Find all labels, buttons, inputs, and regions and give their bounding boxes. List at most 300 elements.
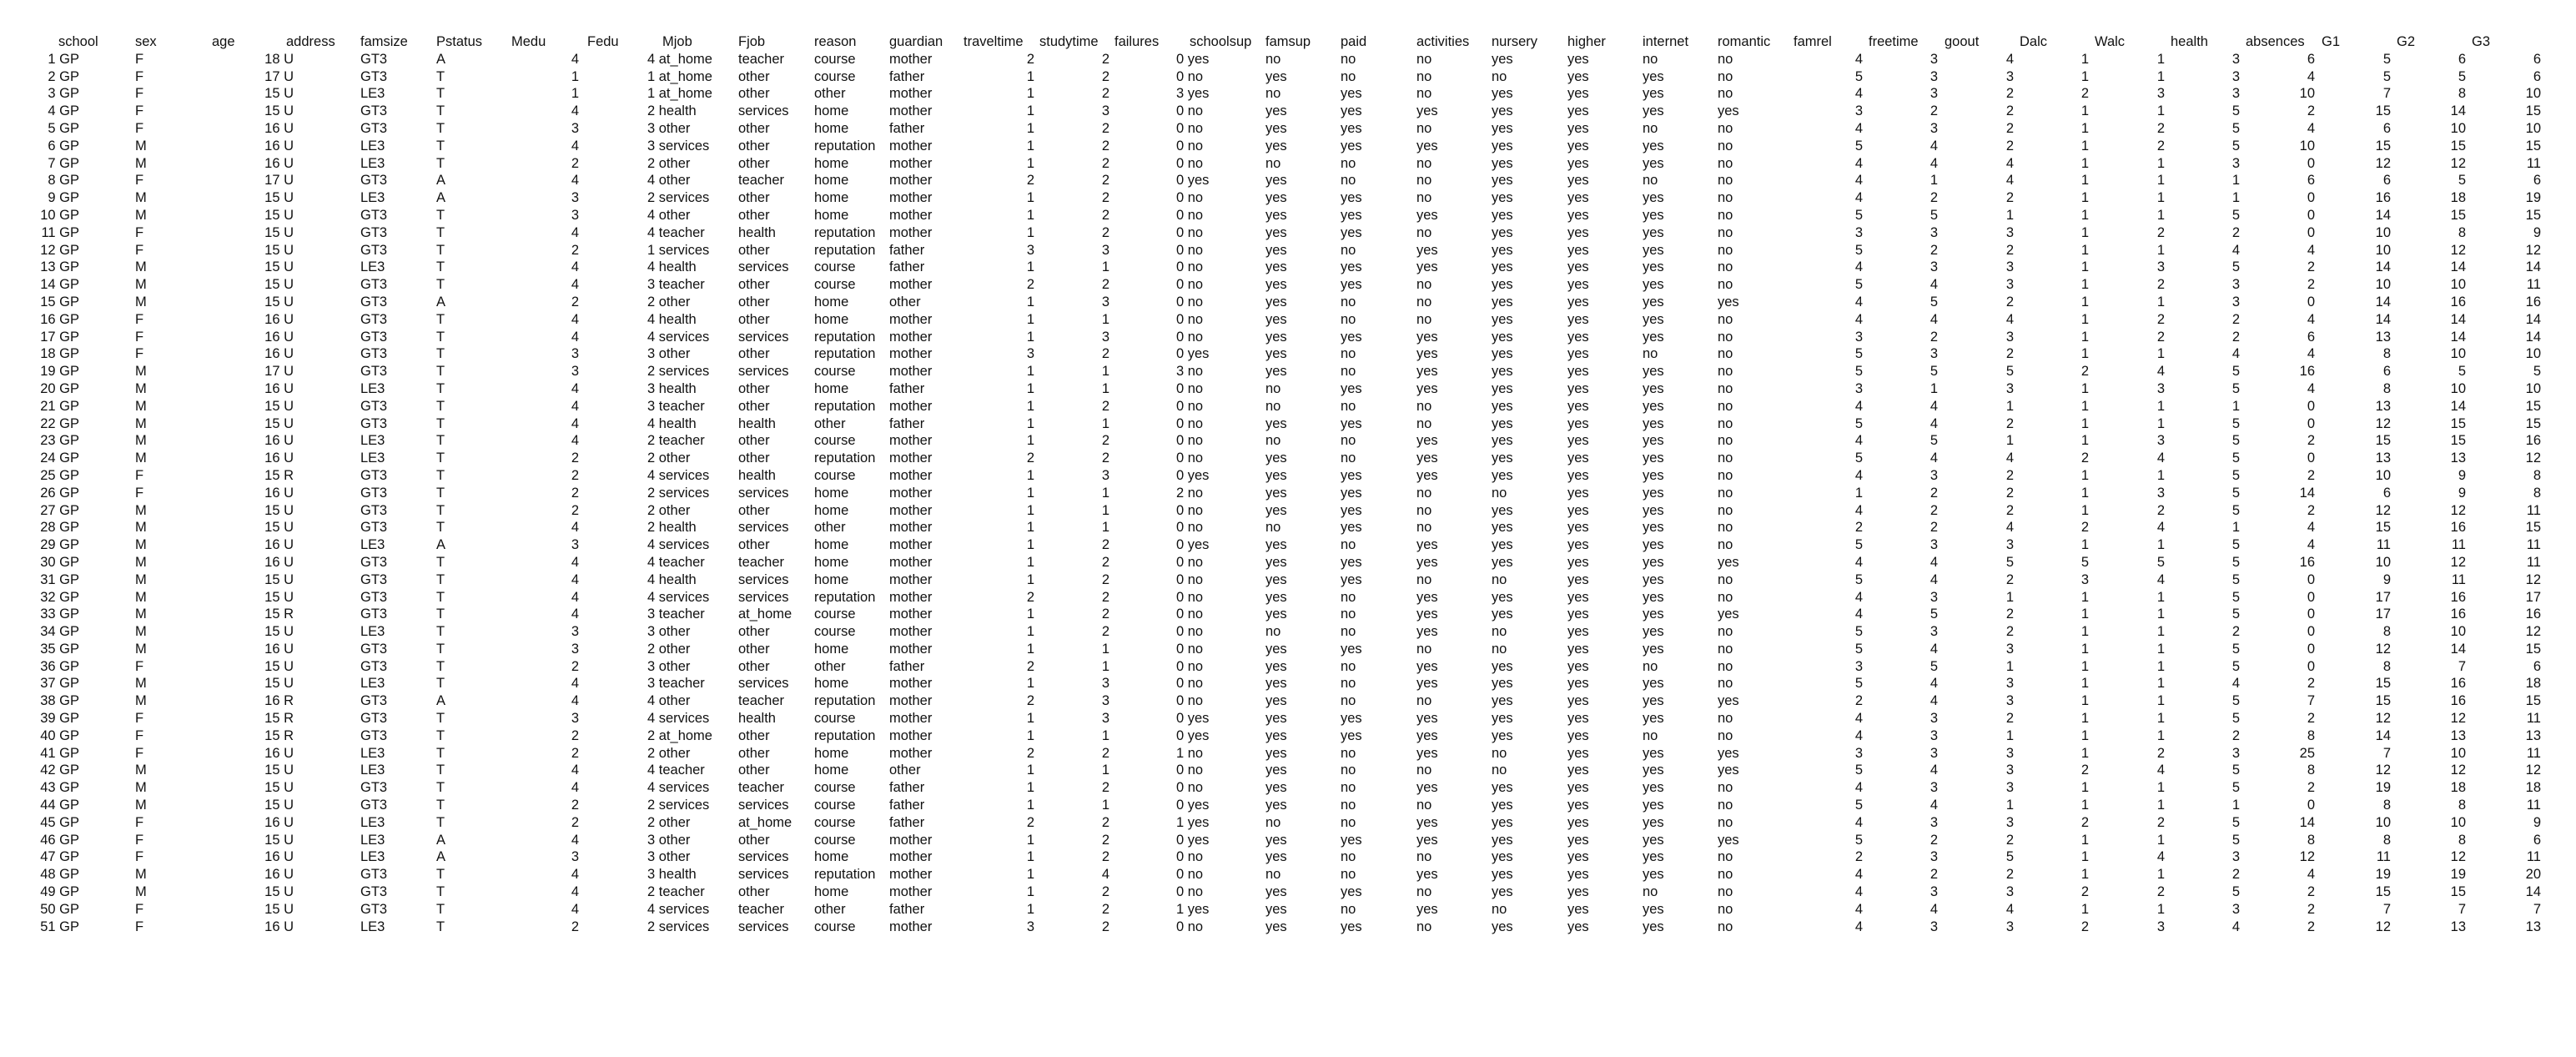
table-cell[interactable]: 3 (571, 364, 579, 380)
table-cell[interactable]: 10 (2450, 814, 2466, 830)
table-cell[interactable]: LE3 (360, 849, 385, 865)
table-cell[interactable]: 2 (2231, 224, 2240, 240)
table-cell[interactable]: 6 GP (48, 138, 79, 154)
table-cell[interactable]: LE3 (360, 763, 385, 778)
table-cell[interactable]: 2 (571, 155, 579, 171)
header-pstatus[interactable]: Pstatus (436, 34, 483, 49)
table-cell[interactable]: 15 U (264, 520, 294, 536)
table-cell[interactable]: T (436, 641, 445, 657)
table-cell[interactable]: 4 (2231, 242, 2240, 258)
table-cell[interactable]: yes (1492, 103, 1513, 119)
table-cell[interactable]: no (1643, 727, 1658, 743)
table-cell[interactable]: 3 (2005, 537, 2014, 553)
table-cell[interactable]: 1 (2156, 537, 2165, 553)
table-cell[interactable]: course (814, 51, 856, 67)
table-cell[interactable]: no (1718, 173, 1733, 189)
table-cell[interactable]: yes (1643, 155, 1664, 171)
table-cell[interactable]: 5 (1854, 364, 1863, 380)
table-cell[interactable]: GT3 (360, 607, 388, 622)
table-cell[interactable]: 15 (2525, 398, 2541, 414)
table-cell[interactable]: 4 (571, 884, 579, 900)
header-fedu[interactable]: Fedu (587, 34, 619, 49)
table-cell[interactable]: 2 at_home (647, 727, 712, 743)
table-cell[interactable]: 1 (2156, 589, 2165, 605)
table-cell[interactable]: no (1416, 224, 1432, 240)
table-cell[interactable]: 15 U (264, 259, 294, 275)
table-cell[interactable]: no (1416, 798, 1432, 813)
table-cell[interactable]: 2 (1026, 658, 1034, 674)
table-cell[interactable]: 1 (2156, 727, 2165, 743)
table-cell[interactable]: 0 no (1176, 415, 1204, 431)
table-cell[interactable]: other (738, 207, 770, 223)
table-cell[interactable]: 2 (571, 485, 579, 501)
table-cell[interactable]: 1 yes (1176, 901, 1210, 917)
table-cell[interactable]: 16 U (264, 346, 294, 362)
table-cell[interactable]: 0 (2307, 589, 2315, 605)
table-cell[interactable]: T (436, 554, 445, 570)
table-cell[interactable]: 0 no (1176, 380, 1204, 396)
table-cell[interactable]: 13 (2375, 329, 2391, 345)
table-cell[interactable]: yes (1265, 346, 1287, 362)
table-cell[interactable]: 3 services (647, 138, 710, 154)
table-cell[interactable]: 3 (2156, 86, 2165, 102)
table-cell[interactable]: 14 (2299, 485, 2315, 501)
table-cell[interactable]: 5 (1854, 207, 1863, 223)
table-cell[interactable]: 2 (2080, 364, 2089, 380)
table-cell[interactable]: 4 (1929, 311, 1938, 327)
table-cell[interactable]: 1 (1026, 138, 1034, 154)
table-cell[interactable]: 16 (2450, 607, 2466, 622)
table-cell[interactable]: 1 (2156, 173, 2165, 189)
table-cell[interactable]: home (814, 120, 849, 136)
table-cell[interactable]: yes (1643, 364, 1664, 380)
table-cell[interactable]: 2 other (647, 450, 691, 466)
table-cell[interactable]: 8 (2382, 380, 2391, 396)
table-cell[interactable]: 3 (2231, 294, 2240, 310)
table-cell[interactable]: 5 (1854, 415, 1863, 431)
table-cell[interactable]: 1 at_home (647, 68, 712, 84)
table-cell[interactable]: 11 (2526, 502, 2541, 518)
table-cell[interactable]: 3 (2156, 380, 2165, 396)
table-cell[interactable]: 3 other (647, 832, 691, 848)
table-cell[interactable]: 15 U (264, 224, 294, 240)
table-cell[interactable]: 12 (2299, 849, 2315, 865)
table-cell[interactable]: LE3 (360, 537, 385, 553)
table-cell[interactable]: 2 health (647, 520, 697, 536)
table-cell[interactable]: A (436, 51, 446, 67)
table-cell[interactable]: 3 (1929, 624, 1938, 640)
table-cell[interactable]: 13 (2375, 450, 2391, 466)
table-cell[interactable]: other (738, 277, 770, 293)
table-cell[interactable]: 3 (2005, 693, 2014, 709)
table-cell[interactable]: M (135, 433, 147, 449)
table-cell[interactable]: F (135, 103, 144, 119)
table-cell[interactable]: GT3 (360, 467, 388, 483)
table-cell[interactable]: yes (1643, 798, 1664, 813)
table-cell[interactable]: 2 (2307, 433, 2315, 449)
table-cell[interactable]: no (1718, 467, 1733, 483)
table-cell[interactable]: 0 (2307, 571, 2315, 587)
table-cell[interactable]: T (436, 120, 445, 136)
table-cell[interactable]: 15 (2525, 693, 2541, 709)
table-cell[interactable]: no (1341, 537, 1356, 553)
table-cell[interactable]: 1 (2080, 68, 2089, 84)
table-cell[interactable]: GT3 (360, 502, 388, 518)
table-cell[interactable]: yes (1265, 711, 1287, 727)
table-cell[interactable]: 2 teacher (647, 433, 705, 449)
table-cell[interactable]: 17 (2525, 589, 2541, 605)
table-cell[interactable]: yes (1341, 207, 1362, 223)
table-cell[interactable]: health (738, 711, 776, 727)
table-cell[interactable]: no (1265, 814, 1281, 830)
table-cell[interactable]: no (1643, 884, 1658, 900)
table-cell[interactable]: 1 (2080, 138, 2089, 154)
table-cell[interactable]: 3 (1929, 711, 1938, 727)
table-cell[interactable]: GT3 (360, 103, 388, 119)
table-cell[interactable]: 15 U (264, 415, 294, 431)
table-cell[interactable]: mother (889, 173, 933, 189)
table-cell[interactable]: 4 (571, 520, 579, 536)
table-cell[interactable]: T (436, 798, 445, 813)
table-cell[interactable]: 14 (2375, 311, 2391, 327)
table-cell[interactable]: 3 (2005, 641, 2014, 657)
table-cell[interactable]: 14 (2525, 329, 2541, 345)
table-cell[interactable]: yes (1341, 467, 1362, 483)
table-cell[interactable]: yes (1265, 103, 1287, 119)
table-cell[interactable]: yes (1265, 68, 1287, 84)
table-cell[interactable]: 2 (2080, 763, 2089, 778)
table-cell[interactable]: 15 U (264, 884, 294, 900)
table-cell[interactable]: yes (1265, 607, 1287, 622)
table-cell[interactable]: 15 U (264, 398, 294, 414)
table-cell[interactable]: other (738, 832, 770, 848)
table-cell[interactable]: yes (1492, 155, 1513, 171)
table-cell[interactable]: yes (1492, 364, 1513, 380)
table-cell[interactable]: 2 (1101, 745, 1109, 761)
table-cell[interactable]: 5 (1854, 68, 1863, 84)
table-cell[interactable]: GT3 (360, 346, 388, 362)
table-cell[interactable]: 2 (2156, 311, 2165, 327)
header-mjob[interactable]: Mjob (662, 34, 692, 49)
table-cell[interactable]: yes (1492, 607, 1513, 622)
table-cell[interactable]: LE3 (360, 832, 385, 848)
table-cell[interactable]: 4 (571, 554, 579, 570)
table-cell[interactable]: 5 (2458, 68, 2466, 84)
table-cell[interactable]: 5 (2231, 259, 2240, 275)
table-cell[interactable]: 4 (1854, 51, 1863, 67)
table-cell[interactable]: T (436, 398, 445, 414)
table-cell[interactable]: yes (1341, 329, 1362, 345)
table-cell[interactable]: GT3 (360, 693, 388, 709)
table-cell[interactable]: 15 GP (40, 294, 79, 310)
table-cell[interactable]: 6 (2382, 120, 2391, 136)
table-cell[interactable]: 6 (2382, 364, 2391, 380)
table-cell[interactable]: no (1416, 51, 1432, 67)
table-cell[interactable]: 25 (2299, 745, 2315, 761)
table-cell[interactable]: 15 U (264, 190, 294, 206)
table-cell[interactable]: 3 (2005, 814, 2014, 830)
table-cell[interactable]: 3 (2156, 433, 2165, 449)
table-cell[interactable]: F (135, 745, 144, 761)
table-cell[interactable]: 2 (2231, 311, 2240, 327)
table-cell[interactable]: 1 (2156, 780, 2165, 796)
table-cell[interactable]: 4 (2307, 311, 2315, 327)
table-cell[interactable]: 3 (2005, 329, 2014, 345)
table-cell[interactable]: no (1416, 294, 1432, 310)
header-famrel[interactable]: famrel (1794, 34, 1832, 49)
header-failures[interactable]: failures (1114, 34, 1160, 49)
table-cell[interactable]: yes (1492, 450, 1513, 466)
table-cell[interactable]: 2 other (647, 641, 691, 657)
table-cell[interactable]: course (814, 919, 856, 934)
table-cell[interactable]: 0 (2307, 658, 2315, 674)
table-cell[interactable]: M (135, 693, 147, 709)
table-cell[interactable]: yes (1492, 467, 1513, 483)
table-cell[interactable]: 2 (571, 294, 579, 310)
table-cell[interactable]: 15 (2375, 693, 2391, 709)
table-cell[interactable]: 4 (2156, 450, 2165, 466)
table-cell[interactable]: home (814, 502, 849, 518)
table-cell[interactable]: 6 (2382, 485, 2391, 501)
table-cell[interactable]: 15 U (264, 798, 294, 813)
table-cell[interactable]: 0 no (1176, 589, 1204, 605)
table-cell[interactable]: no (1718, 224, 1733, 240)
table-cell[interactable]: 2 (571, 467, 579, 483)
table-cell[interactable]: 1 (2080, 849, 2089, 865)
table-cell[interactable]: no (1341, 693, 1356, 709)
table-cell[interactable]: other (814, 658, 846, 674)
table-cell[interactable]: 9 (2458, 467, 2466, 483)
table-cell[interactable]: 3 (1929, 849, 1938, 865)
table-cell[interactable]: 3 other (647, 120, 691, 136)
table-cell[interactable]: 16 (2525, 607, 2541, 622)
table-cell[interactable]: yes (1341, 554, 1362, 570)
table-cell[interactable]: 16 U (264, 311, 294, 327)
table-cell[interactable]: yes (1265, 120, 1287, 136)
table-cell[interactable]: 9 GP (48, 190, 79, 206)
table-cell[interactable]: 14 (2450, 398, 2466, 414)
table-cell[interactable]: T (436, 277, 445, 293)
table-cell[interactable]: 3 (1929, 259, 1938, 275)
table-cell[interactable]: 4 (1854, 398, 1863, 414)
table-cell[interactable]: 3 (571, 120, 579, 136)
table-cell[interactable]: no (1341, 51, 1356, 67)
table-cell[interactable]: GT3 (360, 207, 388, 223)
table-cell[interactable]: yes (1643, 763, 1664, 778)
table-cell[interactable]: F (135, 727, 144, 743)
table-cell[interactable]: yes (1492, 711, 1513, 727)
table-cell[interactable]: yes (1265, 554, 1287, 570)
table-cell[interactable]: 2 (1929, 867, 1938, 883)
table-cell[interactable]: 4 (1854, 919, 1863, 934)
table-cell[interactable]: yes (1265, 450, 1287, 466)
table-cell[interactable]: 2 (2307, 259, 2315, 275)
table-cell[interactable]: yes (1643, 780, 1664, 796)
table-cell[interactable]: 13 (2450, 919, 2466, 934)
table-cell[interactable]: 11 (2526, 849, 2541, 865)
table-cell[interactable]: teacher (738, 780, 785, 796)
table-cell[interactable]: 4 (1929, 798, 1938, 813)
table-cell[interactable]: 3 (2231, 849, 2240, 865)
table-cell[interactable]: 1 (2156, 901, 2165, 917)
table-cell[interactable]: M (135, 763, 147, 778)
table-cell[interactable]: mother (889, 711, 933, 727)
table-cell[interactable]: 12 (2375, 502, 2391, 518)
table-cell[interactable]: 1 (1026, 537, 1034, 553)
table-cell[interactable]: yes (1643, 467, 1664, 483)
table-cell[interactable]: no (1341, 242, 1356, 258)
table-cell[interactable]: LE3 (360, 380, 385, 396)
table-cell[interactable]: yes (1567, 450, 1589, 466)
table-cell[interactable]: 2 other (647, 294, 691, 310)
table-cell[interactable]: course (814, 780, 856, 796)
table-cell[interactable]: yes (1492, 294, 1513, 310)
table-cell[interactable]: yes (1643, 311, 1664, 327)
table-cell[interactable]: 18 U (264, 51, 294, 67)
table-cell[interactable]: LE3 (360, 676, 385, 692)
table-cell[interactable]: 20 (2525, 867, 2541, 883)
table-cell[interactable]: 2 (2005, 832, 2014, 848)
table-cell[interactable]: yes (1567, 294, 1589, 310)
table-cell[interactable]: mother (889, 693, 933, 709)
table-cell[interactable]: 1 (1026, 571, 1034, 587)
table-cell[interactable]: 4 (1854, 884, 1863, 900)
table-cell[interactable]: 0 yes (1176, 51, 1210, 67)
table-cell[interactable]: 4 (571, 780, 579, 796)
table-cell[interactable]: 1 (1101, 520, 1109, 536)
table-cell[interactable]: 1 (1101, 798, 1109, 813)
table-cell[interactable]: T (436, 884, 445, 900)
table-cell[interactable]: mother (889, 450, 933, 466)
table-cell[interactable]: 1 (2156, 607, 2165, 622)
table-cell[interactable]: 40 GP (40, 727, 79, 743)
table-cell[interactable]: 4 (1854, 727, 1863, 743)
table-cell[interactable]: 4 (1854, 433, 1863, 449)
table-cell[interactable]: 2 (2005, 190, 2014, 206)
table-cell[interactable]: health (738, 467, 776, 483)
table-cell[interactable]: M (135, 554, 147, 570)
table-cell[interactable]: 0 no (1176, 120, 1204, 136)
table-cell[interactable]: 16 GP (40, 311, 79, 327)
table-cell[interactable]: 2 (2307, 711, 2315, 727)
table-cell[interactable]: 2 (1101, 571, 1109, 587)
header-school[interactable]: school (58, 34, 98, 49)
table-cell[interactable]: 10 (2375, 467, 2391, 483)
table-cell[interactable]: 2 (2307, 919, 2315, 934)
table-cell[interactable]: F (135, 346, 144, 362)
table-cell[interactable]: other (738, 311, 770, 327)
table-cell[interactable]: GT3 (360, 727, 388, 743)
table-cell[interactable]: 1 (2156, 190, 2165, 206)
table-cell[interactable]: 1 (2080, 658, 2089, 674)
table-cell[interactable]: 3 other (647, 658, 691, 674)
table-cell[interactable]: A (436, 832, 446, 848)
table-cell[interactable]: 10 (2450, 120, 2466, 136)
table-cell[interactable]: yes (1492, 780, 1513, 796)
table-cell[interactable]: 1 (2156, 68, 2165, 84)
table-cell[interactable]: no (1492, 641, 1507, 657)
table-cell[interactable]: yes (1567, 607, 1589, 622)
table-cell[interactable]: mother (889, 398, 933, 414)
table-cell[interactable]: 12 (2525, 571, 2541, 587)
table-cell[interactable]: yes (1567, 624, 1589, 640)
table-cell[interactable]: T (436, 433, 445, 449)
table-cell[interactable]: yes (1643, 867, 1664, 883)
table-cell[interactable]: T (436, 867, 445, 883)
table-cell[interactable]: 1 (1026, 624, 1034, 640)
table-cell[interactable]: 3 (571, 207, 579, 223)
table-cell[interactable]: services (738, 103, 789, 119)
table-cell[interactable]: 50 GP (40, 901, 79, 917)
table-cell[interactable]: T (436, 68, 445, 84)
table-cell[interactable]: 5 (2005, 554, 2014, 570)
table-cell[interactable]: services (738, 589, 789, 605)
table-cell[interactable]: no (1718, 641, 1733, 657)
table-cell[interactable]: 3 (1026, 242, 1034, 258)
table-cell[interactable]: yes (1341, 190, 1362, 206)
table-cell[interactable]: GT3 (360, 294, 388, 310)
table-cell[interactable]: 1 (1026, 901, 1034, 917)
table-cell[interactable]: M (135, 259, 147, 275)
table-cell[interactable]: 2 (2005, 711, 2014, 727)
table-cell[interactable]: no (1341, 589, 1356, 605)
table-cell[interactable]: LE3 (360, 919, 385, 934)
table-cell[interactable]: 2 (1101, 537, 1109, 553)
table-cell[interactable]: 3 (571, 641, 579, 657)
table-cell[interactable]: 8 (2533, 485, 2541, 501)
table-cell[interactable]: other (889, 763, 921, 778)
table-cell[interactable]: 0 (2307, 415, 2315, 431)
table-cell[interactable]: 8 GP (48, 173, 79, 189)
header-walc[interactable]: Walc (2095, 34, 2126, 49)
table-cell[interactable]: 1 (1026, 485, 1034, 501)
table-cell[interactable]: no (1718, 884, 1733, 900)
table-cell[interactable]: yes (1416, 867, 1438, 883)
table-cell[interactable]: 1 (1026, 311, 1034, 327)
table-cell[interactable]: home (814, 190, 849, 206)
table-cell[interactable]: 48 GP (40, 867, 79, 883)
table-cell[interactable]: 16 U (264, 919, 294, 934)
table-cell[interactable]: yes (1341, 919, 1362, 934)
header-famsup[interactable]: famsup (1265, 34, 1311, 49)
table-cell[interactable]: 5 (1854, 571, 1863, 587)
table-cell[interactable]: 1 (2080, 641, 2089, 657)
table-cell[interactable]: 5 (2231, 832, 2240, 848)
table-cell[interactable]: services (738, 364, 789, 380)
table-cell[interactable]: 2 (2231, 329, 2240, 345)
table-cell[interactable]: M (135, 502, 147, 518)
table-cell[interactable]: 20 GP (40, 380, 79, 396)
table-cell[interactable]: other (738, 624, 770, 640)
table-cell[interactable]: F (135, 901, 144, 917)
table-cell[interactable]: 14 (2450, 259, 2466, 275)
table-cell[interactable]: 8 (2382, 624, 2391, 640)
table-cell[interactable]: 2 (571, 242, 579, 258)
table-cell[interactable]: yes (1643, 589, 1664, 605)
table-cell[interactable]: 2 (1101, 433, 1109, 449)
table-cell[interactable]: yes (1718, 607, 1739, 622)
table-cell[interactable]: yes (1416, 727, 1438, 743)
table-cell[interactable]: 1 (2080, 798, 2089, 813)
table-cell[interactable]: 15 (2525, 103, 2541, 119)
table-cell[interactable]: 5 (2231, 763, 2240, 778)
table-cell[interactable]: 1 (2156, 676, 2165, 692)
table-cell[interactable]: no (1718, 849, 1733, 865)
table-cell[interactable]: other (738, 450, 770, 466)
table-cell[interactable]: 3 health (647, 867, 697, 883)
table-cell[interactable]: 1 (1026, 155, 1034, 171)
table-cell[interactable]: teacher (738, 51, 785, 67)
